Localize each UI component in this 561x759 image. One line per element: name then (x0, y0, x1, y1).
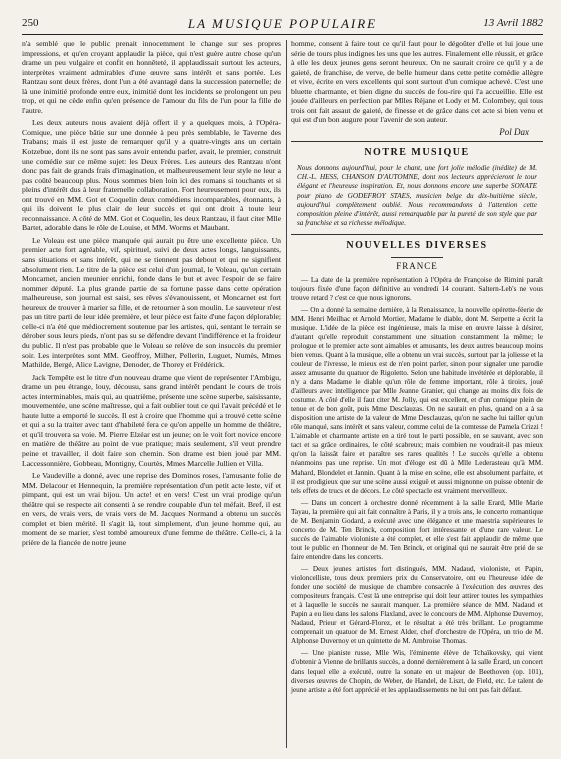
news-item: — La date de la première représentation à l'Opéra de Françoise de Rimini paraît toujours fixée d'une façon définitive au vendredi 14 courant. Saltern-Leb's ne vous trouve retard ? c'est ce que nous ignorons. (291, 275, 543, 302)
news-item: — Deux jeunes artistes fort distingués, MM. Nadaud, violoniste, et Papin, violoncelliste, tous deux premiers prix du Conservatoire, ont eu l'heureuse idée de fonder une société de musique de chambre consacrée à l'exécution des œuvres des compositeurs français. C'est là une entreprise qui doit leur attirer toutes les sympathies et à laquelle le succès ne saurait manquer. La première séance de MM. Nadaud et Papin a eu lieu dans les salons Flaxland, avec le concours de MM. Alphonse Duvernoy, Nadaud, Prieur et Gérard-Florez, et le résultat a été très brillant. Le programme comprenait un quatuor de M. Ernest Alder, chef d'orchestre de l'Opéra, un trio de M. Alphonse Duvernoy et un quintette de M. Ambroise Thomas. (291, 564, 543, 646)
left-paragraph: Jack Tempête est le titre d'un nouveau drame que vient de représenter l'Ambigu, drame un peu étrange, louy, décousu, sans grand intérêt pendant le cours de trois actes interminables, mais qui, au quatrième, présente une scène superbe, saisissante, mouvementée, une scène maîtresse, qui a fait oublier tout ce qui l'avait précédé et le haute lutte a emporté le succès. Il est à croire que l'homme qui a trouvé cette scène et qui a su la traiter avec tant d'habileté fera ce qu'on appelle un homme de théâtre, et qu'il trouvera sa voie. M. Pierre Elzéar est un jeune; on le voit fort novice encore en matière de théâtre au point de vue pratique; mais seulement, s'il veut prendre peine et travailler, il doit faire son chemin. Son drame est bien joué par MM. Laccessonnière, Gobbeau, Montigny, Courtès, Mmes Marcelle Jullien et Villa. (22, 372, 281, 468)
right-opening-paragraph: homme, consent à faire tout ce qu'il faut pour le dégoûter d'elle et lui joue une série de tours plus indignes les uns que les autres. Finalement elle réussit, et grâce à elle les deux jeunes gens seront heureux. On ne saurait croire ce qu'il y a de gaieté, de franchise, de verve, de belle humeur dans cette petite comédie allègre et vive, écrite en vers excellents qui sont surtout d'un comique achevé. C'est une bluette charmante, et bien digne du succès de fou-rire qui l'a accueillie. Elle est jouée d'ailleurs en perfection par Mlles Réjane et Lody et M. Colombey, qui tous trois ont fait assaut de gaieté, de finesse et de grâce dans cet acte si bien venu et qui est d'un bon augure pour l'avenir de son auteur. (291, 39, 543, 125)
issue-date: 13 Avril 1882 (483, 17, 543, 29)
right-column (291, 39, 543, 698)
left-paragraph: Le Vaudeville a donné, avec une reprise des Dominos roses, l'amusante folie de MM. Delacour et Hennequin, la première représentation d'un petit acte leste, vif et pimpant, qui est un vrai bijou. Un acte! et en vers! C'est un vrai prodige qu'un théâtre qui se respecte ait consenti à se rendre coupable d'un tel méfait. Bref, il est en vers, de vrais vers, de vrais vers de M. Jacques Normand a obtenu un succès complet et bien mérité. Il s'agit là, tout simplement, d'un jeune homme qui, au moment de se marier, s'est tombé amoureux d'une femme de théâtre. Celle-ci, à la prière de la fiancée de notre jeune (22, 471, 281, 547)
section-title: NOTRE MUSIQUE (364, 147, 470, 159)
signature: Pol Dax (499, 126, 529, 137)
news-item: — Dans un concert à orchestre donné récemment à la salle Erard, Mlle Marie Tayau, la première qui ait fait connaître à Paris, il y a trois ans, le concerto romantique de M. Benjamin Godard, a exécuté avec une élégance et une maestria supérieures le concerto de M. Ten Brinck, composition fort intéressante et d'une rare valeur. Le succès de l'aimable violoniste a été complet, et elle s'est fait applaudir de même que tout le public en l'honneur de M. Ten Brinck, et original qui ne saurait être prié de se faire entendre dans les concerts. (291, 498, 543, 561)
left-column (22, 39, 281, 550)
news-item: — On a donné la semaine dernière, à la Renaissance, la nouvelle opérette-féerie de MM. Henri Meilhac et Arnold Mortier, Madame le diable, dont M. Serpette a écrit la musique. L'idée de la pièce est ingénieuse, mais la mise en œuvre laisse à désirer, d'autant qu'elle reproduit constamment une situation constamment la même; le prologue et le premier acte sont aimables et amusants, les deux autres beaucoup moins bien venus. Quant à la musique, elle a obtenu un vrai succès, surtout par la joliesse et la couleur de l'ivresse, le mieux est de n'en point parler, sinon pour signaler une parodie assez amusante du quatuor de Rigoletto. Selon une habitude invétérée et déplorable, il n'y a dans Madame le diable qu'un rôle de femme important, rôle à tiroirs, joué d'ailleurs avec intelligence par Mlle Jeanne Granier, qui change au moins dix fois de costume. A côté d'elle il faut citer M. Jolly, qui est excellent, et d'un comique plein de tenue et de bon goût, puis Mme Desclauzas. On ne saurait en plus, quand on a à sa disposition une artiste de la valeur de Mme Desclauzas, qu'on ne sache lui tailler qu'un rôle manqué, sans intérêt et sans valeur, comme celui de la comtesse de Pamela Crizzi ! L'aimable et charmante artiste en a tiré tout le parti possible, en se sauvant, avec son tact et sa grâce ordinaires, le côté scabreux; mais combien ne voudrait-il pas mieux qu'on la laissât faire et paraître ses rares qualités ! Le succès qu'elle a obtenu néanmoins pas une reprise. Un mot d'éloge est dû à Mlle Lederasteau qu'à MM. Mahard, Blondelet et Jannin. Quant à la mise en scène, elle est absolument parfaite, et il est prodigieux que sur une scène aussi exiguë et aussi mignonne on puisse obtenir de tels effets de trucs et de décors. Le côté spectacle est vraiment merveilleux. (291, 305, 543, 495)
left-paragraph: Le Voleau est une pièce manquée qui aurait pu être une excellente pièce. Un premier acte fort agréable, vif, spirituel, suivi de deux actes longs, languissants, sans situations et sans intérêt, qui ne se tiennent pas debout et qui ne signifient absolument rien. Le titre de la pièce est celui d'un journal, le Voleau, qu'un certain Moncarnet, ancien meunier enrichi, fonde dans le but et avec l'espoir de se faire nommer député. La plus grande partie de sa fortune passe dans cette opération malheureuse, son journal est saisi, ses rêves s'évanouissent, et Moncarnet est fort heureux de trouver à marier sa fille, et de retourner à son moulin. Le sauveteur n'est pas un titre parti de leur idée première, et leur pièce est faite d'une façon déplorable; celle-ci n'a été que médiocrement soutenue par les artistes, qui, sentant le terrain se dérober sous leurs pieds, n'ont pas su se défendre devant l'indifférence et la froideur du public. Il n'est pas probable que le Voleau se relève de son insuccès du premier soir. Les interprètes sont MM. Geoffroy, Milher, Pellerin, Luguet, Numès, Mmes Mathilde, Bergé, Alice Lavigne, Denoder, de Thorey et Frédérick. (22, 235, 281, 370)
news-item: — Une pianiste russe, Mlle Wis, l'éminente élève de Tchaïkovsky, qui vient d'obtenir à Vienne de brillants succès, a donné dernièrement à la salle Érard, un concert dans lequel elle a exécuté, outre la sonate en ut majeur de Beethoven (op. 101), diverses œuvres de Chopin, de Weber, de Handel, de Liszt, de Field, etc. Le talent de jeune artiste a été fort apprécié et les applaudissements ne lui ont pas fait défaut. (291, 649, 543, 694)
left-paragraph: n'a semblé que le public prenait innocemment le change sur ses propres impressions, et qu'en croyant applaudir la pièce, qui n'est guère autre chose qu'un drame un peu vulgaire et confit en honnêteté, il applaudissait surtout les acteurs, interprètes vraiment admirables d'une œuvre sans intérêt et sans portée. Les Rantzau sont deux frères, dont l'un a été avantagé dans la succession paternelle; de là une inimitié profonde entre eux, inimitié dont les incidents se prolongent un peu trop, et qui ne cède enfin qu'en présence de l'amour du fils de l'un pour la fille de l'autre. (22, 39, 281, 115)
short-rule (391, 257, 443, 258)
header-rule (22, 34, 543, 35)
masthead: LA MUSIQUE POPULAIRE (187, 16, 378, 31)
column-divider (286, 40, 287, 748)
music-intro: Nous donnons aujourd'hui, pour le chant, une fort jolie mélodie (inédite) de M. CH.-L. HESS, CHANSON D'AUTOMNE, dont nos lecteurs apprécieront le tour élégant et l'heureuse inspiration. Et, nous donnons encore une superbe SONATE pour piano de GODEFROY STAES, musicien belge du dix-huitième siècle, aujourd'hui complètement oublié. Nous recommandons à l'attention cette composition pleine d'intérêt, aussi remarquable par la pureté de son style que par sa franchise et sa richesse mélodique. (297, 164, 537, 228)
page-number: 250 (22, 17, 39, 29)
country-heading: FRANCE (396, 260, 438, 271)
section-divider (291, 234, 543, 235)
page-header (22, 16, 543, 32)
news-title: NOUVELLES DIVERSES (346, 240, 488, 252)
section-divider (291, 141, 543, 142)
left-paragraph: Les deux auteurs nous avaient déjà offert il y a quelques mois, à l'Opéra-Comique, une pièce bâtie sur une donnée à peu près semblable, le Taverne des Trabans; mais il est juste de remarquer qu'il y a quatre-vingts ans un certain Kotzebue, dont ils ne sont pas sans avoir entendu parler, avait, le premier, construit une comédie sur ce même sujet: les Deux Frères. Les auteurs des Rantzau n'ont donc pas fait de grands frais d'imagination, et malheureusement leur style ne leur a pas coûté beaucoup plus. Nous sommes bien loin ici des romans si touchants et si pleins d'intérêt dus à leur fraternelle collaboration. Fort heureusement pour eux, ils ont trouvé en MM. Got et Coquelin deux comédiens incomparables, étonnants, à qui ils doivent le plus clair de leur succès et qui ont droit à toute leur reconnaissance. A côté de MM. Got et Coquelin, les deux Rantzau, il faut citer Mlle Bartet, adorable dans le rôle de Louise, et MM. Worms et Maubant. (22, 118, 281, 233)
